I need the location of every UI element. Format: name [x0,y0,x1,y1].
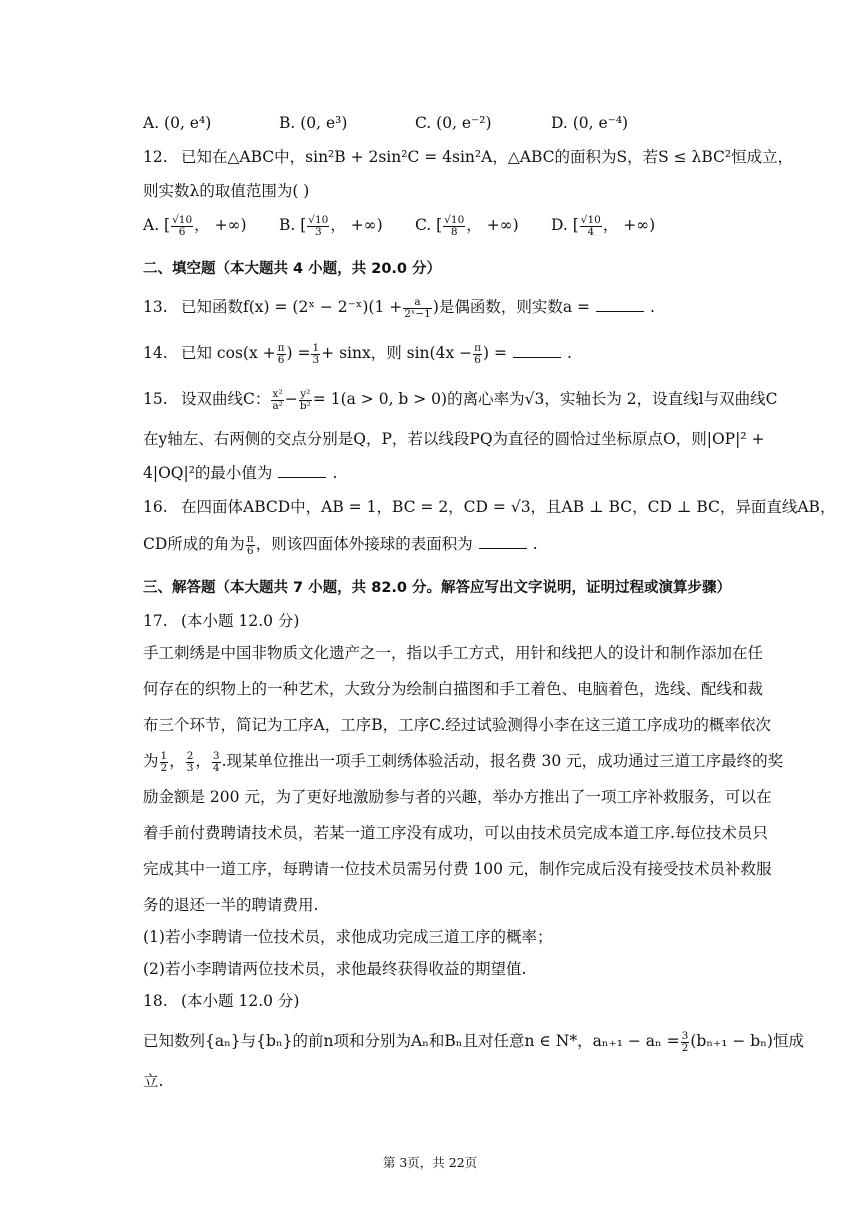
q17-sub-2: (2)若小李聘请两位技术员，求他最终获得收益的期望值. [143,960,527,978]
q17-para-5: 励金额是 200 元，为了更好地激励参与者的兴趣，举办方推出了一项工序补救服务，可以在 [143,788,772,806]
q17-para-2: 何存在的织物上的一种艺术，大致分为绘制白描图和手工着色、电脑着色，选线、配线和裁 [143,680,764,698]
q16-line1: 16. 在四面体ABCD中，AB = 1，BC = 2，CD = √3，且AB ⊥ BC，CD ⊥ BC，异面直线AB， [143,498,836,516]
section-solution-heading: 三、解答题（本大题共 7 小题，共 82.0 分。解答应写出文字说明，证明过程或演算步骤） [143,580,732,596]
q15-line3: 4|OQ|²的最小值为 . [143,464,338,482]
q17-para-1: 手工刺绣是中国非物质文化遗产之一，指以手工方式，用针和线把人的设计和制作添加在任 [143,644,764,662]
q17-sub-1: (1)若小李聘请一位技术员，求他成功完成三道工序的概率； [143,928,553,946]
section-fill-in-heading: 二、填空题（本大题共 4 小题，共 20.0 分） [143,261,442,277]
q11-option-a: A. (0, e⁴) [143,114,212,132]
q12-option-d: D. [ $\frac{√10}{4}$ ， +∞) [551,213,656,238]
q17-para-7: 完成其中一道工序，每聘请一位技术员需另付费 100 元，制作完成后没有接受技术员补救服 [143,860,772,878]
q12-options [143,214,687,238]
q12-text1: 已知在△ABC中，sin²B + 2sin²C = 4sin²A，△ABC的面积为S，若S ≤ λBC²恒成立， [181,148,794,166]
q12-option-b: B. [ $\frac{√10}{3}$ ， +∞) [279,213,383,238]
q11-option-b: B. (0, e³) [279,114,348,132]
q11-options [143,112,687,134]
q17-para-3: 布三个环节，简记为工序A，工序B，工序C.经过试验测得小李在这三道工序成功的概率依次 [143,716,771,734]
q18-header: 18. (本小题 12.0 分) [143,992,300,1010]
q15-line2: 在y轴左、右两侧的交点分别是Q，P，若以线段PQ为直径的圆恰过坐标原点O，则|OP|² + [143,430,765,448]
q13-answer-blank [596,297,644,312]
q13: 13. 已知函数f(x) = (2ˣ − 2⁻ˣ)(1 + $\frac{a}{\text{2ˣ−1}}$ )是偶函数，则实数a = . [143,295,655,320]
q14: 14. 已知 cos(x + $\frac{\pi}{6}$ ) = $\frac{1}{3}$ + sinx，则 sin(4x − $\frac{\pi}{6}$ ) = . [143,341,572,366]
q17-para-8: 务的退还一半的聘请费用. [143,896,319,914]
q12-line1 [143,146,793,168]
q17-header: 17. (本小题 12.0 分) [143,612,300,630]
q12-number: 12. [143,148,168,166]
q15-answer-blank [278,463,326,478]
q16-line2: CD所成的角为 $\frac{\pi}{6}$ ，则该四面体外接球的表面积为 . [143,532,538,557]
q15-line1: 15. 设双曲线C： $\frac{\text{x²}}{\text{a²}}$ − $\frac{\text{y²}}{\text{b²}}$ = 1(a > 0, b > 0)的离心率为√3，实轴长为 2，设直线l与双曲线C [143,387,778,412]
q11-option-d: D. (0, e⁻⁴) [551,114,629,132]
q12-option-c: C. [ $\frac{√10}{8}$ ， +∞) [415,213,519,238]
q17-para-4: 为 $\frac{1}{2}$ ， $\frac{2}{3}$ ， $\frac{3}{4}$ .现某单位推出一项手工刺绣体验活动，报名费 30 元，成功通过三道工序最终的奖 [143,749,784,774]
q16-answer-blank [479,534,527,549]
page-footer: 第 3页，共 22页 [382,1155,478,1170]
q11-option-c: C. (0, e⁻²) [415,114,492,132]
q14-answer-blank [513,343,561,358]
q12-option-a: A. [ $\frac{√10}{6}$ ， +∞) [143,213,247,238]
q12-line2: 则实数λ的取值范围为( ) [143,182,310,200]
q18-line1: 已知数列{aₙ}与{bₙ}的前n项和分别为Aₙ和Bₙ且对任意n ∈ N*，aₙ₊₁ − aₙ = $\frac{3}{2}$ (bₙ₊₁ − bₙ)恒成 [143,1029,804,1054]
q17-para-6: 着手前付费聘请技术员，若某一道工序没有成功，可以由技术员完成本道工序.每位技术员只 [143,824,768,842]
q18-line2: 立. [143,1072,164,1090]
